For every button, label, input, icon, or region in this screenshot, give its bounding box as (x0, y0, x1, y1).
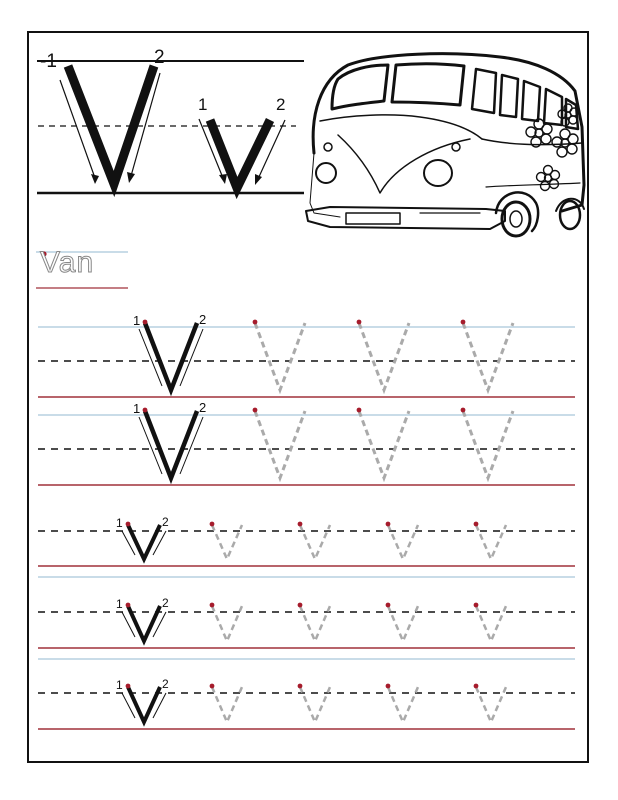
stroke-number-1: 1 (116, 597, 123, 611)
header-lower-stroke-1: 1 (198, 95, 208, 114)
stroke-number-2: 2 (162, 677, 169, 691)
start-dot (143, 320, 148, 325)
trace-start-dot (474, 684, 479, 689)
trace-letter-V (463, 411, 513, 478)
trace-start-dot (210, 522, 215, 527)
trace-start-dot (474, 522, 479, 527)
trace-start-dot (210, 603, 215, 608)
header-lower-stroke-2: 2 (276, 95, 286, 114)
model-letter-V (145, 323, 197, 390)
trace-start-dot (357, 320, 362, 325)
trace-start-dot (298, 603, 303, 608)
trace-letter-V (359, 323, 409, 390)
trace-start-dot (357, 408, 362, 413)
trace-letter-V (463, 323, 513, 390)
stroke-number-1: 1 (133, 401, 141, 416)
stroke-number-2: 2 (162, 596, 169, 610)
trace-letter-v (212, 525, 242, 559)
trace-start-dot (253, 320, 258, 325)
start-dot (143, 408, 148, 413)
trace-letter-v (388, 525, 418, 559)
model-letter-v (128, 525, 160, 559)
trace-start-dot (210, 684, 215, 689)
start-dot (126, 603, 131, 608)
stroke-number-2: 2 (162, 515, 169, 529)
stroke-number-2: 2 (199, 400, 207, 415)
header-upper-stroke-2: 2 (154, 47, 165, 68)
header-upper-stroke-1: -1 (40, 51, 57, 72)
trace-letter-v (476, 525, 506, 559)
trace-start-dot (386, 522, 391, 527)
stroke-number-1: 1 (116, 516, 123, 530)
trace-start-dot (253, 408, 258, 413)
trace-letter-V (255, 411, 305, 478)
trace-letter-V (359, 411, 409, 478)
trace-start-dot (461, 320, 466, 325)
stroke-number-2: 2 (199, 312, 207, 327)
trace-start-dot (386, 684, 391, 689)
start-dot (126, 684, 131, 689)
model-letter-V (145, 411, 197, 478)
trace-letter-V (255, 323, 305, 390)
start-dot (126, 522, 131, 527)
stroke-number-1: 1 (116, 678, 123, 692)
trace-start-dot (386, 603, 391, 608)
word-van: Van (40, 246, 95, 279)
trace-start-dot (461, 408, 466, 413)
trace-letter-v (300, 525, 330, 559)
trace-start-dot (298, 684, 303, 689)
trace-start-dot (474, 603, 479, 608)
trace-start-dot (298, 522, 303, 527)
stroke-number-1: 1 (133, 313, 141, 328)
